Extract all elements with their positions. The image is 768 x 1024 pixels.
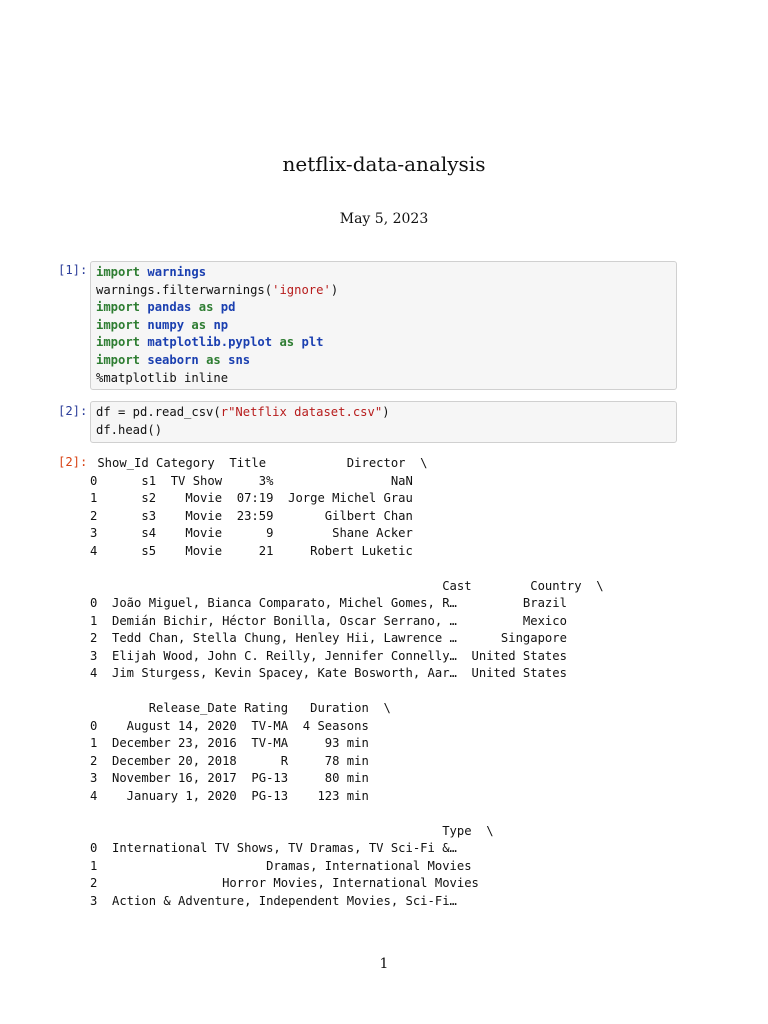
code-token: plt (301, 335, 324, 350)
code-token: as (191, 317, 207, 332)
code-token (213, 300, 220, 314)
code-token: import (96, 352, 141, 367)
code-token: filterwarnings( (162, 282, 273, 297)
code-cell-1-source (91, 264, 676, 387)
document-title: netflix-data-analysis (282, 152, 486, 176)
document-date: May 5, 2023 (339, 211, 429, 227)
code-line (96, 334, 676, 352)
code-token: sns (228, 352, 251, 367)
code-token (191, 300, 198, 314)
code-token: np (213, 317, 229, 332)
code-token: df = pd.read_csv( (96, 405, 221, 419)
code-cell-2-source (91, 404, 676, 439)
code-token (199, 353, 206, 367)
code-cell-2[interactable] (90, 401, 677, 443)
code-line (96, 352, 676, 370)
code-token: matplotlib.pyplot (147, 335, 273, 350)
code-token: seaborn (147, 352, 199, 367)
code-token: as (279, 335, 295, 350)
code-token: 'ignore' (272, 282, 331, 297)
code-line (96, 282, 676, 300)
code-token: ) (330, 282, 339, 297)
code-line (96, 299, 676, 317)
code-token: %matplotlib inline (96, 370, 229, 385)
code-token: import (96, 265, 141, 279)
code-token: warnings (96, 282, 155, 297)
dataframe-output: Show_Id Category Title Director \ 0 s1 TV Show 3% NaN 1 s2 Movie 07:19 Jorge Michel Grau 2 s3 Movie 23:59 Gilbert Chan 3 s4 Movie 9 Shane Acker 4 s5 Movie 21 Robert Luketic Cast Country \ 0 João Miguel, Bianca Comparato, Michel Gomes, R… Brazil 1 Demián Bichir, Héctor Bonilla, Oscar Serrano, … Mexico 2 Tedd Chan, Stella Chung, Henley Hii, Lawrence … Singapore 3 Elijah Wood, John C. Reilly, Jennifer Connelly… United States 4 Jim Sturgess, Kevin Spacey, Kate Bosworth, Aar… United States Release_Date Rating Duration \ 0 August 14, 2020 TV-MA 4 Seasons 1 December 23, 2016 TV-MA 93 min 2 December 20, 2018 R 78 min 3 November 16, 2017 PG-13 80 min 4 January 1, 2020 PG-13 123 min Type \ 0 International TV Shows, TV Dramas, TV Sci-Fi &… 1 Dramas, International Movies 2 Horror Movies, International Movies 3 Action & Adventure, Independent Movies, Sci-Fi… (90, 456, 604, 908)
code-token: r"Netflix dataset.csv" (220, 405, 383, 419)
code-token: numpy (147, 317, 185, 332)
page-number: 1 (379, 956, 389, 972)
code-token: import (96, 335, 141, 350)
code-token: df.head() (96, 422, 163, 437)
code-line (96, 422, 676, 440)
code-token: import (96, 300, 141, 315)
code-token: import (96, 317, 141, 332)
input-prompt-2: [2]: (58, 404, 88, 418)
code-token: pandas (147, 300, 192, 315)
code-token: as (198, 300, 214, 315)
code-token (294, 335, 301, 349)
code-line (96, 404, 676, 422)
code-cell-1[interactable] (90, 261, 677, 390)
code-token: as (206, 352, 221, 367)
output-prompt-2: [2]: (58, 455, 88, 469)
code-token: pd (220, 300, 236, 315)
code-line (96, 317, 676, 335)
code-line (96, 264, 676, 282)
code-token: ) (382, 405, 390, 419)
code-token: warnings (147, 265, 207, 279)
code-token: . (154, 282, 163, 297)
code-line (96, 370, 676, 388)
input-prompt-1: [1]: (58, 263, 88, 277)
